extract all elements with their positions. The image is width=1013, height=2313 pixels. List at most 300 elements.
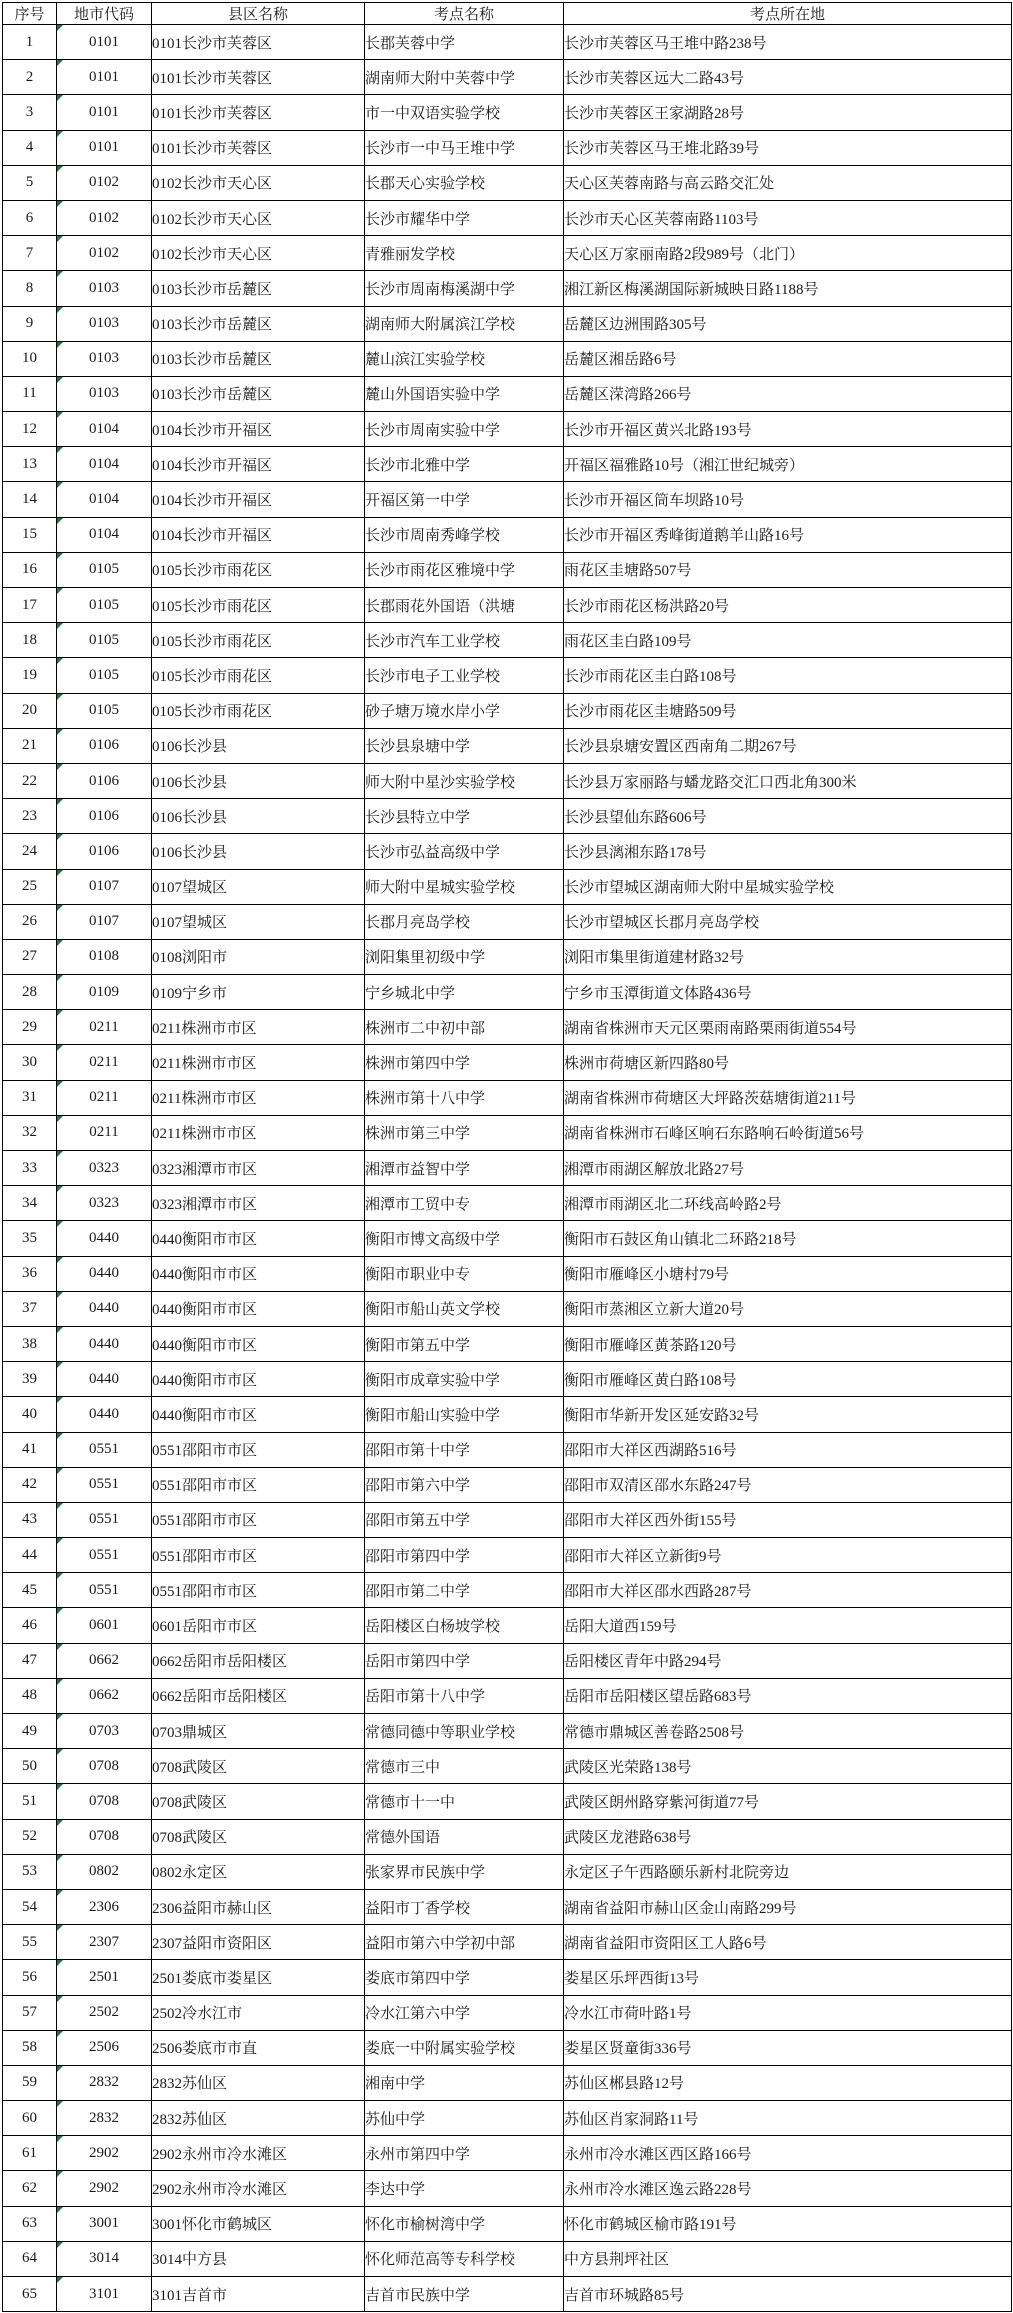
cell-site-address[interactable] — [564, 2241, 1012, 2276]
cell-county-name[interactable] — [152, 1573, 365, 1608]
cell-site-name[interactable] — [365, 975, 564, 1010]
cell-city-code[interactable] — [57, 271, 152, 306]
cell-county-name[interactable] — [152, 376, 365, 411]
cell-city-code[interactable] — [57, 1186, 152, 1221]
cell-county-name[interactable] — [152, 869, 365, 904]
cell-seq[interactable] — [3, 1186, 57, 1221]
cell-county-name[interactable] — [152, 517, 365, 552]
cell-site-address[interactable] — [564, 728, 1012, 763]
cell-site-name[interactable] — [365, 517, 564, 552]
cell-seq[interactable] — [3, 869, 57, 904]
cell-county-name[interactable] — [152, 2241, 365, 2276]
cell-site-address[interactable] — [564, 1749, 1012, 1784]
cell-site-address[interactable] — [564, 1995, 1012, 2030]
cell-seq[interactable] — [3, 2030, 57, 2065]
cell-county-name[interactable] — [152, 1925, 365, 1960]
cell-site-name[interactable] — [365, 306, 564, 341]
cell-county-name[interactable] — [152, 1080, 365, 1115]
cell-city-code[interactable] — [57, 552, 152, 587]
cell-county-name[interactable] — [152, 975, 365, 1010]
cell-seq[interactable] — [3, 1995, 57, 2030]
cell-seq[interactable] — [3, 2206, 57, 2241]
cell-city-code[interactable] — [57, 1080, 152, 1115]
cell-site-address[interactable] — [564, 658, 1012, 693]
cell-city-code[interactable] — [57, 1256, 152, 1291]
cell-county-name[interactable] — [152, 1678, 365, 1713]
cell-site-name[interactable] — [365, 25, 564, 60]
cell-county-name[interactable] — [152, 1502, 365, 1537]
cell-seq[interactable] — [3, 1819, 57, 1854]
cell-city-code[interactable] — [57, 1749, 152, 1784]
cell-city-code[interactable] — [57, 1115, 152, 1150]
cell-county-name[interactable] — [152, 1854, 365, 1889]
cell-site-name[interactable] — [365, 1678, 564, 1713]
cell-site-address[interactable] — [564, 376, 1012, 411]
cell-site-name[interactable] — [365, 1784, 564, 1819]
cell-seq[interactable] — [3, 975, 57, 1010]
cell-site-name[interactable] — [365, 341, 564, 376]
cell-seq[interactable] — [3, 1889, 57, 1924]
cell-county-name[interactable] — [152, 1221, 365, 1256]
cell-seq[interactable] — [3, 904, 57, 939]
cell-county-name[interactable] — [152, 904, 365, 939]
cell-city-code[interactable] — [57, 2277, 152, 2312]
cell-seq[interactable] — [3, 658, 57, 693]
cell-city-code[interactable] — [57, 60, 152, 95]
cell-county-name[interactable] — [152, 25, 365, 60]
cell-site-name[interactable] — [365, 1714, 564, 1749]
cell-site-address[interactable] — [564, 799, 1012, 834]
cell-county-name[interactable] — [152, 2136, 365, 2171]
cell-site-name[interactable] — [365, 2101, 564, 2136]
cell-seq[interactable] — [3, 1784, 57, 1819]
cell-city-code[interactable] — [57, 693, 152, 728]
cell-site-address[interactable] — [564, 95, 1012, 130]
cell-seq[interactable] — [3, 693, 57, 728]
cell-site-address[interactable] — [564, 1502, 1012, 1537]
cell-site-name[interactable] — [365, 799, 564, 834]
cell-city-code[interactable] — [57, 763, 152, 798]
cell-site-address[interactable] — [564, 2101, 1012, 2136]
header-county-name[interactable]: 县区名称 — [152, 3, 365, 25]
cell-seq[interactable] — [3, 623, 57, 658]
cell-seq[interactable] — [3, 799, 57, 834]
cell-county-name[interactable] — [152, 1960, 365, 1995]
cell-county-name[interactable] — [152, 1362, 365, 1397]
cell-site-address[interactable] — [564, 2030, 1012, 2065]
cell-site-address[interactable] — [564, 60, 1012, 95]
cell-seq[interactable] — [3, 200, 57, 235]
cell-seq[interactable] — [3, 1714, 57, 1749]
cell-site-address[interactable] — [564, 1115, 1012, 1150]
cell-city-code[interactable] — [57, 869, 152, 904]
cell-site-name[interactable] — [365, 1256, 564, 1291]
cell-county-name[interactable] — [152, 306, 365, 341]
cell-city-code[interactable] — [57, 2241, 152, 2276]
cell-county-name[interactable] — [152, 799, 365, 834]
cell-site-address[interactable] — [564, 1397, 1012, 1432]
cell-site-address[interactable] — [564, 130, 1012, 165]
cell-site-address[interactable] — [564, 1925, 1012, 1960]
cell-seq[interactable] — [3, 447, 57, 482]
cell-city-code[interactable] — [57, 306, 152, 341]
cell-site-address[interactable] — [564, 2136, 1012, 2171]
cell-site-name[interactable] — [365, 2136, 564, 2171]
cell-city-code[interactable] — [57, 2030, 152, 2065]
cell-seq[interactable] — [3, 60, 57, 95]
cell-site-name[interactable] — [365, 1432, 564, 1467]
cell-county-name[interactable] — [152, 1784, 365, 1819]
cell-county-name[interactable] — [152, 482, 365, 517]
cell-seq[interactable] — [3, 130, 57, 165]
cell-county-name[interactable] — [152, 728, 365, 763]
cell-site-address[interactable] — [564, 447, 1012, 482]
cell-city-code[interactable] — [57, 799, 152, 834]
cell-site-name[interactable] — [365, 1643, 564, 1678]
cell-county-name[interactable] — [152, 658, 365, 693]
cell-city-code[interactable] — [57, 1960, 152, 1995]
cell-city-code[interactable] — [57, 1608, 152, 1643]
cell-seq[interactable] — [3, 1397, 57, 1432]
cell-city-code[interactable] — [57, 447, 152, 482]
cell-site-name[interactable] — [365, 1045, 564, 1080]
cell-seq[interactable] — [3, 271, 57, 306]
cell-site-address[interactable] — [564, 25, 1012, 60]
cell-site-address[interactable] — [564, 1362, 1012, 1397]
cell-seq[interactable] — [3, 95, 57, 130]
cell-site-name[interactable] — [365, 1326, 564, 1361]
cell-seq[interactable] — [3, 939, 57, 974]
cell-county-name[interactable] — [152, 1397, 365, 1432]
cell-county-name[interactable] — [152, 834, 365, 869]
cell-seq[interactable] — [3, 2065, 57, 2100]
cell-site-address[interactable] — [564, 975, 1012, 1010]
cell-city-code[interactable] — [57, 1221, 152, 1256]
cell-site-address[interactable] — [564, 271, 1012, 306]
cell-seq[interactable] — [3, 1643, 57, 1678]
cell-city-code[interactable] — [57, 412, 152, 447]
cell-site-name[interactable] — [365, 939, 564, 974]
cell-county-name[interactable] — [152, 130, 365, 165]
cell-site-name[interactable] — [365, 165, 564, 200]
cell-site-address[interactable] — [564, 1256, 1012, 1291]
cell-site-name[interactable] — [365, 1854, 564, 1889]
cell-site-address[interactable] — [564, 2065, 1012, 2100]
cell-site-name[interactable] — [365, 1080, 564, 1115]
cell-seq[interactable] — [3, 1432, 57, 1467]
cell-seq[interactable] — [3, 1326, 57, 1361]
cell-seq[interactable] — [3, 1925, 57, 1960]
cell-site-name[interactable] — [365, 693, 564, 728]
cell-site-address[interactable] — [564, 1573, 1012, 1608]
cell-seq[interactable] — [3, 1115, 57, 1150]
cell-county-name[interactable] — [152, 2206, 365, 2241]
cell-site-name[interactable] — [365, 130, 564, 165]
cell-city-code[interactable] — [57, 1432, 152, 1467]
cell-seq[interactable] — [3, 2171, 57, 2206]
cell-site-address[interactable] — [564, 763, 1012, 798]
cell-city-code[interactable] — [57, 623, 152, 658]
cell-site-address[interactable] — [564, 834, 1012, 869]
cell-seq[interactable] — [3, 728, 57, 763]
cell-seq[interactable] — [3, 2241, 57, 2276]
cell-site-address[interactable] — [564, 1467, 1012, 1502]
cell-county-name[interactable] — [152, 1889, 365, 1924]
cell-site-name[interactable] — [365, 95, 564, 130]
cell-seq[interactable] — [3, 1502, 57, 1537]
cell-city-code[interactable] — [57, 1995, 152, 2030]
cell-city-code[interactable] — [57, 1291, 152, 1326]
cell-seq[interactable] — [3, 1256, 57, 1291]
cell-site-name[interactable] — [365, 658, 564, 693]
header-site-address[interactable]: 考点所在地 — [564, 3, 1012, 25]
cell-seq[interactable] — [3, 412, 57, 447]
cell-county-name[interactable] — [152, 447, 365, 482]
cell-seq[interactable] — [3, 1960, 57, 1995]
cell-city-code[interactable] — [57, 588, 152, 623]
cell-site-address[interactable] — [564, 1889, 1012, 1924]
cell-city-code[interactable] — [57, 1151, 152, 1186]
cell-site-address[interactable] — [564, 200, 1012, 235]
cell-county-name[interactable] — [152, 412, 365, 447]
cell-seq[interactable] — [3, 236, 57, 271]
cell-city-code[interactable] — [57, 130, 152, 165]
cell-city-code[interactable] — [57, 834, 152, 869]
cell-county-name[interactable] — [152, 271, 365, 306]
cell-seq[interactable] — [3, 1749, 57, 1784]
cell-site-address[interactable] — [564, 1960, 1012, 1995]
cell-site-name[interactable] — [365, 1467, 564, 1502]
cell-city-code[interactable] — [57, 2136, 152, 2171]
cell-city-code[interactable] — [57, 1467, 152, 1502]
cell-site-name[interactable] — [365, 2277, 564, 2312]
cell-site-address[interactable] — [564, 1221, 1012, 1256]
cell-county-name[interactable] — [152, 1714, 365, 1749]
cell-city-code[interactable] — [57, 1573, 152, 1608]
cell-site-address[interactable] — [564, 693, 1012, 728]
cell-county-name[interactable] — [152, 95, 365, 130]
cell-site-name[interactable] — [365, 728, 564, 763]
cell-site-address[interactable] — [564, 1045, 1012, 1080]
cell-county-name[interactable] — [152, 1538, 365, 1573]
cell-county-name[interactable] — [152, 1186, 365, 1221]
cell-site-name[interactable] — [365, 1573, 564, 1608]
cell-city-code[interactable] — [57, 2065, 152, 2100]
cell-site-name[interactable] — [365, 1749, 564, 1784]
cell-county-name[interactable] — [152, 693, 365, 728]
cell-site-address[interactable] — [564, 939, 1012, 974]
cell-site-address[interactable] — [564, 1678, 1012, 1713]
cell-site-name[interactable] — [365, 1010, 564, 1045]
cell-seq[interactable] — [3, 588, 57, 623]
cell-site-name[interactable] — [365, 1186, 564, 1221]
cell-city-code[interactable] — [57, 1819, 152, 1854]
cell-county-name[interactable] — [152, 1291, 365, 1326]
cell-seq[interactable] — [3, 1221, 57, 1256]
cell-county-name[interactable] — [152, 1995, 365, 2030]
cell-seq[interactable] — [3, 1854, 57, 1889]
cell-seq[interactable] — [3, 1678, 57, 1713]
cell-county-name[interactable] — [152, 1608, 365, 1643]
cell-site-name[interactable] — [365, 376, 564, 411]
cell-county-name[interactable] — [152, 588, 365, 623]
cell-site-address[interactable] — [564, 869, 1012, 904]
cell-seq[interactable] — [3, 1608, 57, 1643]
cell-city-code[interactable] — [57, 2206, 152, 2241]
cell-county-name[interactable] — [152, 763, 365, 798]
cell-seq[interactable] — [3, 25, 57, 60]
cell-seq[interactable] — [3, 1362, 57, 1397]
cell-site-name[interactable] — [365, 1397, 564, 1432]
cell-seq[interactable] — [3, 376, 57, 411]
cell-site-address[interactable] — [564, 165, 1012, 200]
cell-site-address[interactable] — [564, 552, 1012, 587]
cell-site-name[interactable] — [365, 2241, 564, 2276]
cell-site-name[interactable] — [365, 1608, 564, 1643]
cell-county-name[interactable] — [152, 60, 365, 95]
cell-seq[interactable] — [3, 517, 57, 552]
cell-city-code[interactable] — [57, 341, 152, 376]
cell-county-name[interactable] — [152, 1151, 365, 1186]
cell-city-code[interactable] — [57, 1010, 152, 1045]
cell-county-name[interactable] — [152, 1467, 365, 1502]
cell-site-name[interactable] — [365, 412, 564, 447]
cell-seq[interactable] — [3, 1573, 57, 1608]
cell-site-name[interactable] — [365, 1362, 564, 1397]
header-site-name[interactable]: 考点名称 — [365, 3, 564, 25]
cell-seq[interactable] — [3, 1080, 57, 1115]
cell-seq[interactable] — [3, 1010, 57, 1045]
cell-city-code[interactable] — [57, 200, 152, 235]
cell-seq[interactable] — [3, 1045, 57, 1080]
header-city-code[interactable]: 地市代码 — [57, 3, 152, 25]
cell-seq[interactable] — [3, 834, 57, 869]
cell-city-code[interactable] — [57, 904, 152, 939]
cell-site-address[interactable] — [564, 517, 1012, 552]
cell-city-code[interactable] — [57, 1397, 152, 1432]
cell-site-address[interactable] — [564, 1432, 1012, 1467]
cell-site-name[interactable] — [365, 482, 564, 517]
cell-site-address[interactable] — [564, 1326, 1012, 1361]
cell-site-name[interactable] — [365, 1538, 564, 1573]
cell-site-address[interactable] — [564, 1643, 1012, 1678]
cell-city-code[interactable] — [57, 1326, 152, 1361]
cell-county-name[interactable] — [152, 341, 365, 376]
cell-site-name[interactable] — [365, 447, 564, 482]
cell-site-address[interactable] — [564, 1608, 1012, 1643]
cell-city-code[interactable] — [57, 25, 152, 60]
cell-city-code[interactable] — [57, 1854, 152, 1889]
cell-site-address[interactable] — [564, 1291, 1012, 1326]
cell-county-name[interactable] — [152, 1749, 365, 1784]
header-seq[interactable]: 序号 — [3, 3, 57, 25]
cell-seq[interactable] — [3, 165, 57, 200]
cell-site-address[interactable] — [564, 306, 1012, 341]
cell-seq[interactable] — [3, 1467, 57, 1502]
cell-site-name[interactable] — [365, 236, 564, 271]
cell-seq[interactable] — [3, 2277, 57, 2312]
cell-city-code[interactable] — [57, 2101, 152, 2136]
cell-site-name[interactable] — [365, 763, 564, 798]
cell-county-name[interactable] — [152, 1115, 365, 1150]
cell-county-name[interactable] — [152, 1256, 365, 1291]
cell-county-name[interactable] — [152, 2277, 365, 2312]
cell-site-address[interactable] — [564, 1151, 1012, 1186]
cell-site-name[interactable] — [365, 1995, 564, 2030]
cell-seq[interactable] — [3, 1151, 57, 1186]
cell-county-name[interactable] — [152, 1819, 365, 1854]
cell-county-name[interactable] — [152, 2171, 365, 2206]
cell-site-name[interactable] — [365, 623, 564, 658]
cell-site-name[interactable] — [365, 1889, 564, 1924]
cell-seq[interactable] — [3, 482, 57, 517]
cell-site-name[interactable] — [365, 2206, 564, 2241]
cell-seq[interactable] — [3, 2136, 57, 2171]
cell-city-code[interactable] — [57, 728, 152, 763]
cell-county-name[interactable] — [152, 2101, 365, 2136]
cell-site-name[interactable] — [365, 1291, 564, 1326]
cell-site-address[interactable] — [564, 1010, 1012, 1045]
cell-city-code[interactable] — [57, 517, 152, 552]
cell-site-name[interactable] — [365, 2065, 564, 2100]
cell-site-name[interactable] — [365, 1960, 564, 1995]
cell-county-name[interactable] — [152, 1326, 365, 1361]
cell-site-name[interactable] — [365, 1151, 564, 1186]
cell-county-name[interactable] — [152, 1010, 365, 1045]
cell-city-code[interactable] — [57, 2171, 152, 2206]
cell-city-code[interactable] — [57, 1045, 152, 1080]
cell-site-address[interactable] — [564, 588, 1012, 623]
cell-site-name[interactable] — [365, 1221, 564, 1256]
cell-site-address[interactable] — [564, 482, 1012, 517]
cell-county-name[interactable] — [152, 236, 365, 271]
cell-city-code[interactable] — [57, 1362, 152, 1397]
cell-site-name[interactable] — [365, 1925, 564, 1960]
cell-site-name[interactable] — [365, 2030, 564, 2065]
cell-site-address[interactable] — [564, 1819, 1012, 1854]
cell-seq[interactable] — [3, 1291, 57, 1326]
cell-site-name[interactable] — [365, 60, 564, 95]
cell-site-name[interactable] — [365, 271, 564, 306]
cell-city-code[interactable] — [57, 376, 152, 411]
cell-city-code[interactable] — [57, 165, 152, 200]
cell-city-code[interactable] — [57, 1678, 152, 1713]
cell-site-name[interactable] — [365, 1819, 564, 1854]
cell-site-name[interactable] — [365, 1502, 564, 1537]
cell-site-address[interactable] — [564, 1784, 1012, 1819]
cell-site-name[interactable] — [365, 552, 564, 587]
cell-city-code[interactable] — [57, 1714, 152, 1749]
cell-seq[interactable] — [3, 1538, 57, 1573]
cell-site-address[interactable] — [564, 2206, 1012, 2241]
cell-site-name[interactable] — [365, 200, 564, 235]
cell-site-address[interactable] — [564, 1186, 1012, 1221]
cell-site-name[interactable] — [365, 869, 564, 904]
cell-city-code[interactable] — [57, 1784, 152, 1819]
cell-county-name[interactable] — [152, 939, 365, 974]
cell-seq[interactable] — [3, 552, 57, 587]
cell-city-code[interactable] — [57, 975, 152, 1010]
cell-site-address[interactable] — [564, 2171, 1012, 2206]
cell-site-address[interactable] — [564, 1714, 1012, 1749]
cell-site-address[interactable] — [564, 1080, 1012, 1115]
cell-site-address[interactable] — [564, 623, 1012, 658]
cell-seq[interactable] — [3, 763, 57, 798]
cell-site-name[interactable] — [365, 588, 564, 623]
cell-site-address[interactable] — [564, 236, 1012, 271]
cell-site-address[interactable] — [564, 904, 1012, 939]
cell-county-name[interactable] — [152, 1045, 365, 1080]
